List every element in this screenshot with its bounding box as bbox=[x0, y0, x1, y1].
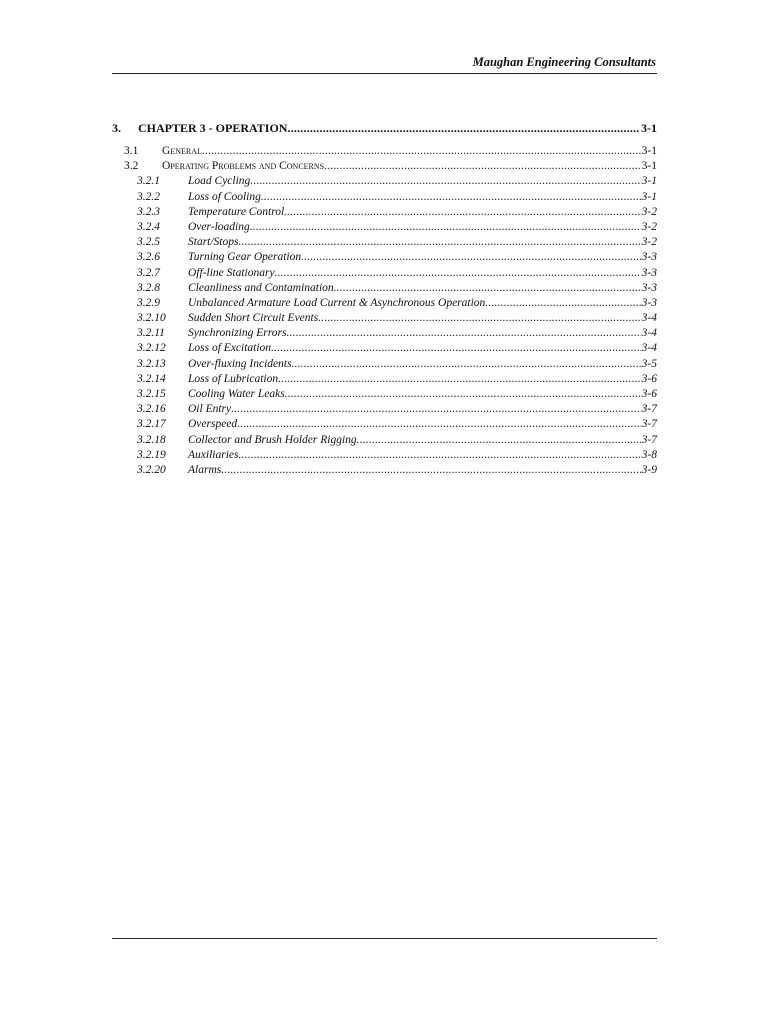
toc-leader-dots bbox=[221, 463, 640, 478]
toc-leader-dots bbox=[285, 387, 641, 402]
toc-title: Oil Entry bbox=[188, 403, 232, 416]
toc-number: 3.2.16 bbox=[137, 403, 166, 416]
toc-number: 3.2.6 bbox=[137, 251, 160, 264]
toc-title: General bbox=[162, 145, 202, 157]
toc-leader-dots bbox=[301, 250, 641, 265]
toc-page-number: 3-3 bbox=[641, 266, 657, 279]
toc-subsection-entry[interactable] bbox=[112, 341, 657, 356]
toc-number: 3.2.19 bbox=[137, 448, 166, 461]
toc-title: Loss of Excitation bbox=[188, 342, 272, 355]
toc-number: 3.2 bbox=[124, 160, 139, 173]
toc-leader-dots bbox=[238, 448, 640, 463]
toc-subsection-entry[interactable] bbox=[112, 372, 657, 387]
toc-number: 3.2.15 bbox=[137, 388, 166, 400]
toc-title: Over-fluxing Incidents bbox=[188, 357, 292, 370]
toc-title: CHAPTER 3 - OPERATION bbox=[138, 121, 288, 135]
toc-number: 3.2.18 bbox=[137, 433, 166, 446]
toc-number: 3.2.7 bbox=[137, 266, 160, 279]
toc-title: Cooling Water Leaks bbox=[188, 388, 285, 400]
toc-title: Auxiliaries bbox=[188, 448, 239, 461]
toc-title: Collector and Brush Holder Rigging bbox=[188, 433, 357, 446]
toc-title: Sudden Short Circuit Events bbox=[188, 312, 319, 325]
toc-number: 3.2.3 bbox=[137, 205, 160, 218]
toc-number: 3.2.2 bbox=[137, 190, 160, 203]
toc-subsection-entry[interactable] bbox=[112, 387, 657, 402]
toc-leader-dots bbox=[334, 281, 641, 296]
toc-page-number: 3-4 bbox=[641, 342, 657, 355]
toc-number: 3.2.12 bbox=[137, 342, 166, 355]
toc-title: Unbalanced Armature Load Current & Asynchronous Operation bbox=[188, 296, 486, 309]
toc-leader-dots bbox=[292, 357, 641, 372]
toc-leader-dots bbox=[357, 433, 641, 448]
toc-page-number: 3-2 bbox=[641, 236, 657, 249]
toc-page-number: 3-3 bbox=[641, 296, 657, 309]
toc-title: Over-loading bbox=[188, 220, 250, 233]
toc-page-number: 3-1 bbox=[641, 160, 657, 173]
toc-number: 3.2.10 bbox=[137, 312, 166, 325]
toc-title: Off-line Stationary bbox=[188, 266, 275, 279]
toc-subsection-entry[interactable] bbox=[112, 281, 657, 296]
toc-page-number: 3-1 bbox=[641, 190, 657, 203]
toc-subsection-entry[interactable] bbox=[112, 220, 657, 235]
toc-title: Turning Gear Operation bbox=[188, 251, 302, 264]
toc-page-number: 3-3 bbox=[641, 281, 657, 294]
toc-subsection-entry[interactable] bbox=[112, 463, 657, 478]
toc-subsection-entry[interactable] bbox=[112, 174, 657, 189]
toc-page-number: 3-1 bbox=[641, 121, 657, 135]
toc-title: Temperature Control bbox=[188, 205, 285, 218]
toc-number: 3.2.17 bbox=[137, 418, 166, 431]
toc-subsection-entry[interactable] bbox=[112, 448, 657, 463]
toc-leader-dots bbox=[275, 266, 641, 281]
toc-number: 3.2.14 bbox=[137, 372, 166, 385]
toc-number: 3.2.1 bbox=[137, 175, 160, 188]
toc-page-number: 3-3 bbox=[641, 251, 657, 264]
toc-leader-dots bbox=[261, 190, 641, 205]
header-divider bbox=[112, 73, 657, 74]
toc-subsection-entry[interactable] bbox=[112, 250, 657, 265]
toc-number: 3.2.11 bbox=[137, 327, 165, 340]
toc-leader-dots bbox=[271, 341, 641, 356]
toc-page-number: 3-6 bbox=[641, 388, 657, 400]
footer-divider bbox=[112, 938, 657, 939]
toc-subsection-entry[interactable] bbox=[112, 205, 657, 220]
table-of-contents bbox=[112, 120, 657, 478]
toc-page-number: 3-1 bbox=[641, 175, 657, 188]
toc-title: Load Cycling bbox=[188, 175, 251, 188]
toc-number: 3. bbox=[112, 121, 121, 135]
toc-leader-dots bbox=[287, 326, 641, 341]
toc-subsection-entry[interactable] bbox=[112, 235, 657, 250]
toc-page-number: 3-6 bbox=[641, 372, 657, 385]
toc-title: Cleanliness and Contamination bbox=[188, 281, 334, 294]
toc-number: 3.2.13 bbox=[137, 357, 166, 370]
toc-number: 3.2.4 bbox=[137, 220, 160, 233]
toc-chapter-entry[interactable] bbox=[112, 120, 657, 136]
toc-page-number: 3-7 bbox=[641, 433, 657, 446]
toc-page-number: 3-5 bbox=[641, 357, 657, 370]
toc-title: Loss of Lubrication bbox=[188, 372, 279, 385]
toc-leader-dots bbox=[250, 220, 641, 235]
toc-subsection-entry[interactable] bbox=[112, 326, 657, 341]
toc-subsection-entry[interactable] bbox=[112, 402, 657, 417]
toc-title: Loss of Cooling bbox=[188, 190, 261, 203]
toc-subsection-entry[interactable] bbox=[112, 266, 657, 281]
toc-title: Alarms bbox=[188, 463, 222, 476]
header-company-name: Maughan Engineering Consultants bbox=[472, 55, 656, 69]
toc-title: Start/Stops bbox=[188, 236, 239, 249]
toc-number: 3.1 bbox=[124, 145, 139, 157]
toc-title: Operating Problems and Concerns bbox=[162, 160, 325, 173]
toc-subsection-entry[interactable] bbox=[112, 433, 657, 448]
toc-leader-dots bbox=[318, 311, 640, 326]
toc-number: 3.2.8 bbox=[137, 281, 160, 294]
toc-page-number: 3-8 bbox=[641, 448, 657, 461]
toc-number: 3.2.5 bbox=[137, 236, 160, 249]
toc-number: 3.2.9 bbox=[137, 296, 160, 309]
toc-section-entry[interactable] bbox=[112, 144, 657, 159]
toc-subsection-entry[interactable] bbox=[112, 357, 657, 372]
toc-leader-dots bbox=[324, 159, 641, 174]
toc-leader-dots bbox=[237, 417, 640, 432]
toc-page-number: 3-1 bbox=[641, 145, 657, 157]
toc-leader-dots bbox=[287, 120, 640, 136]
toc-subsection-entry[interactable] bbox=[112, 190, 657, 205]
toc-page-number: 3-4 bbox=[641, 312, 657, 325]
toc-leader-dots bbox=[238, 235, 640, 250]
toc-page-number: 3-7 bbox=[641, 418, 657, 431]
toc-leader-dots bbox=[278, 372, 641, 387]
toc-leader-dots bbox=[284, 205, 640, 220]
toc-number: 3.2.20 bbox=[137, 463, 166, 476]
toc-subsection-entry[interactable] bbox=[112, 311, 657, 326]
toc-section-entry[interactable] bbox=[112, 159, 657, 174]
toc-page-number: 3-2 bbox=[641, 205, 657, 218]
toc-page-number: 3-2 bbox=[641, 220, 657, 233]
toc-leader-dots bbox=[202, 144, 641, 159]
toc-subsection-entry[interactable] bbox=[112, 296, 657, 311]
toc-subsection-entry[interactable] bbox=[112, 417, 657, 432]
toc-title: Overspeed bbox=[188, 418, 238, 431]
toc-page-number: 3-4 bbox=[641, 327, 657, 340]
toc-title: Synchronizing Errors bbox=[188, 327, 287, 340]
toc-page-number: 3-7 bbox=[641, 403, 657, 416]
toc-leader-dots bbox=[250, 174, 640, 189]
toc-leader-dots bbox=[485, 296, 640, 311]
toc-leader-dots bbox=[231, 402, 641, 417]
toc-page-number: 3-9 bbox=[641, 463, 657, 476]
